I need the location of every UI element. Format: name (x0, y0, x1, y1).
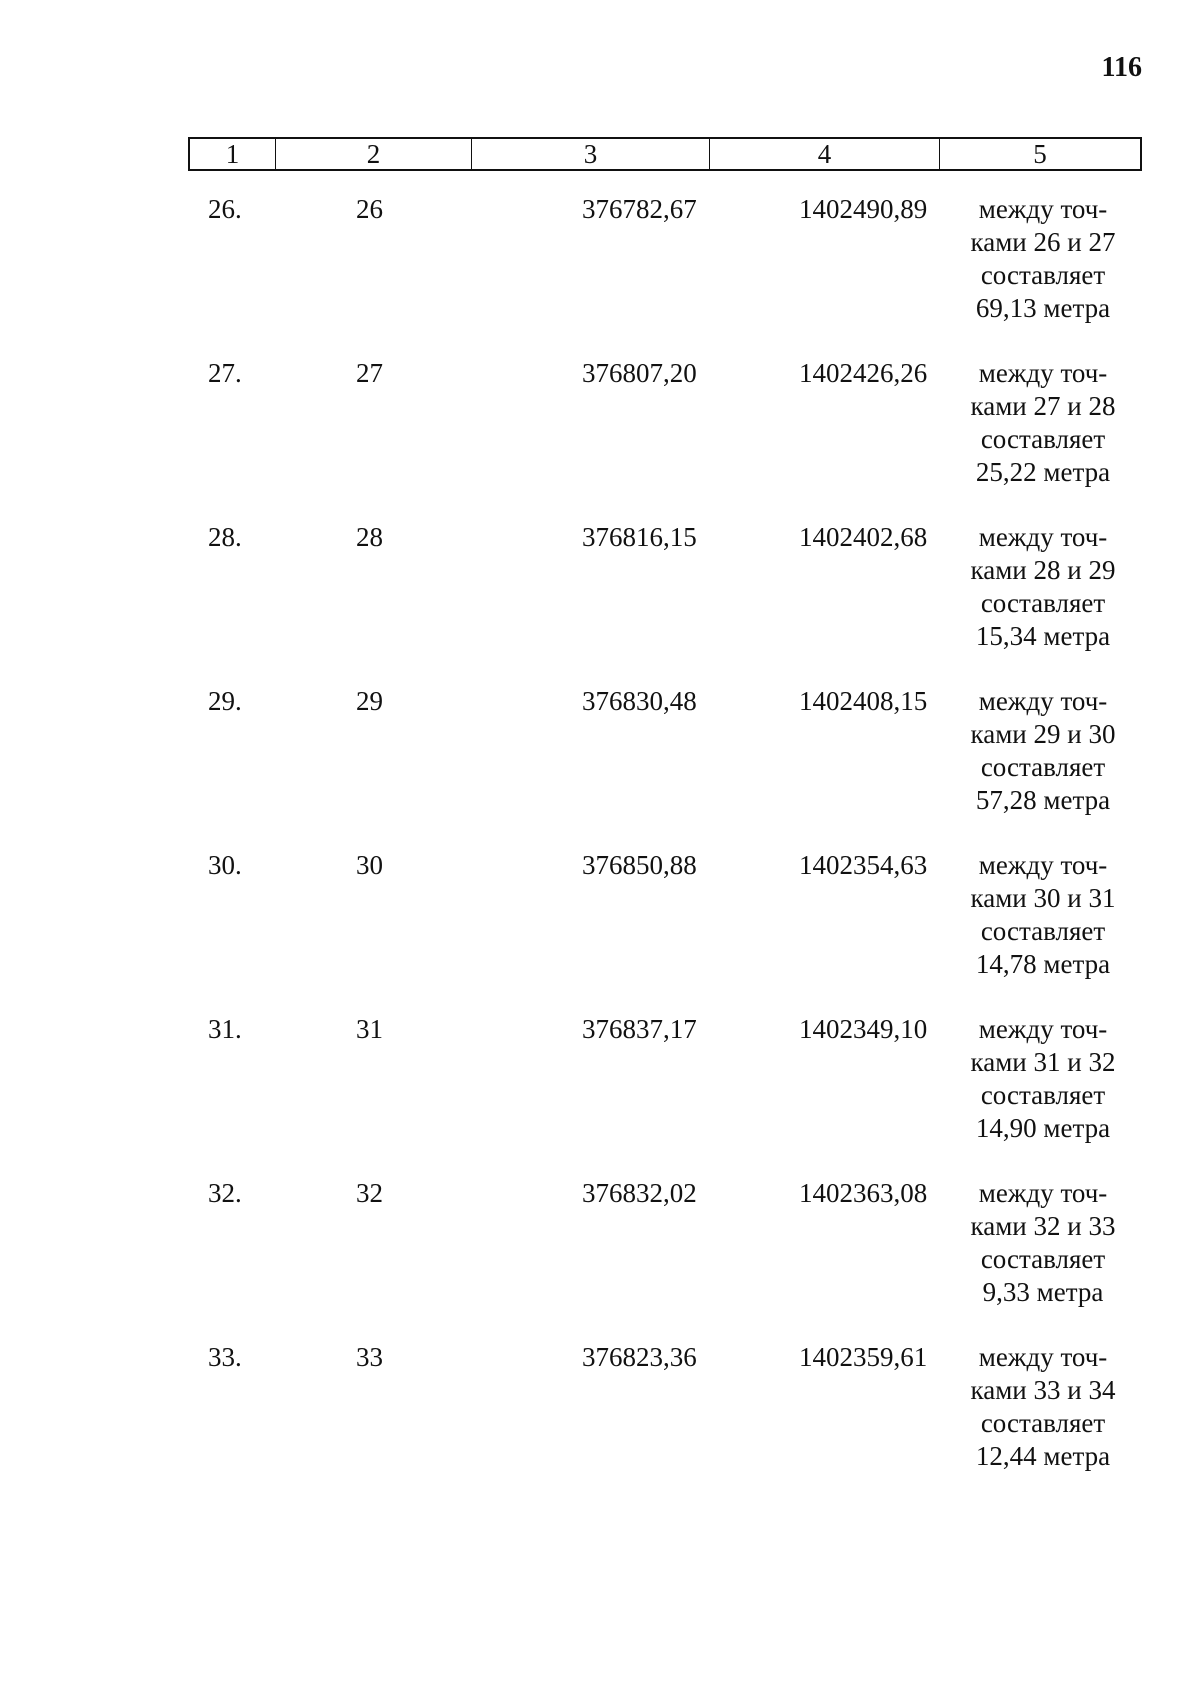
coordinate-x: 376807,20 (582, 358, 697, 388)
coordinate-x: 376832,02 (582, 1178, 697, 1208)
coordinate-x: 376830,48 (582, 686, 697, 716)
point-number: 30 (356, 850, 383, 880)
table-row (188, 849, 1142, 1013)
description-line: 15,34 метра (975, 621, 1111, 651)
table-row (188, 521, 1142, 685)
description-line: ками 26 и 27 (970, 227, 1116, 257)
table-row (188, 1341, 1142, 1505)
description-line: составляет (980, 588, 1106, 618)
description-line: составляет (980, 424, 1106, 454)
distance-description (944, 1177, 1142, 1309)
coordinate-y: 1402359,61 (799, 1342, 928, 1372)
distance-description (944, 849, 1142, 981)
point-number: 26 (356, 194, 383, 224)
row-number: 32. (208, 1178, 242, 1208)
description-line: составляет (980, 1080, 1106, 1110)
coordinate-y: 1402426,26 (799, 358, 928, 388)
description-line: составляет (980, 1408, 1106, 1438)
table-body (188, 193, 1142, 1505)
description-line: между точ- (978, 686, 1108, 716)
row-number: 28. (208, 522, 242, 552)
distance-description (944, 521, 1142, 653)
description-line: 12,44 метра (975, 1441, 1111, 1471)
description-line: 57,28 метра (975, 785, 1111, 815)
point-number: 32 (356, 1178, 383, 1208)
description-line: составляет (980, 260, 1106, 290)
description-line: ками 32 и 33 (970, 1211, 1116, 1241)
coordinate-y: 1402354,63 (799, 850, 928, 880)
description-line: 9,33 метра (982, 1277, 1104, 1307)
description-line: 14,90 метра (975, 1113, 1111, 1143)
coordinate-y: 1402490,89 (799, 194, 928, 224)
coordinate-y: 1402363,08 (799, 1178, 928, 1208)
coordinate-x: 376823,36 (582, 1342, 697, 1372)
point-number: 27 (356, 358, 383, 388)
table-row (188, 1177, 1142, 1341)
description-line: 25,22 метра (975, 457, 1111, 487)
description-line: ками 27 и 28 (970, 391, 1116, 421)
description-line: ками 33 и 34 (970, 1375, 1116, 1405)
coordinate-x: 376850,88 (582, 850, 697, 880)
coordinate-x: 376816,15 (582, 522, 697, 552)
description-line: между точ- (978, 1014, 1108, 1044)
description-line: 69,13 метра (975, 293, 1111, 323)
coordinate-y: 1402402,68 (799, 522, 928, 552)
row-number: 29. (208, 686, 242, 716)
distance-description (944, 1341, 1142, 1473)
header-cell-4: 4 (710, 139, 940, 169)
distance-description (944, 193, 1142, 325)
row-number: 31. (208, 1014, 242, 1044)
description-line: между точ- (978, 1178, 1108, 1208)
description-line: составляет (980, 1244, 1106, 1274)
row-number: 27. (208, 358, 242, 388)
coordinate-y: 1402349,10 (799, 1014, 928, 1044)
coordinate-y: 1402408,15 (799, 686, 928, 716)
row-number: 33. (208, 1342, 242, 1372)
point-number: 28 (356, 522, 383, 552)
description-line: 14,78 метра (975, 949, 1111, 979)
point-number: 33 (356, 1342, 383, 1372)
table-row (188, 357, 1142, 521)
description-line: ками 28 и 29 (970, 555, 1116, 585)
description-line: между точ- (978, 194, 1108, 224)
description-line: между точ- (978, 850, 1108, 880)
point-number: 29 (356, 686, 383, 716)
distance-description (944, 685, 1142, 817)
description-line: ками 31 и 32 (970, 1047, 1116, 1077)
distance-description (944, 1013, 1142, 1145)
row-number: 26. (208, 194, 242, 224)
description-line: составляет (980, 752, 1106, 782)
page-number: 116 (1101, 52, 1142, 83)
description-line: между точ- (978, 358, 1108, 388)
description-line: ками 30 и 31 (970, 883, 1116, 913)
point-number: 31 (356, 1014, 383, 1044)
table-row (188, 193, 1142, 357)
row-number: 30. (208, 850, 242, 880)
table-header (188, 137, 1142, 171)
distance-description (944, 357, 1142, 489)
header-cell-1: 1 (190, 139, 276, 169)
header-cell-5: 5 (1033, 139, 1047, 169)
description-line: ками 29 и 30 (970, 719, 1116, 749)
description-line: составляет (980, 916, 1106, 946)
header-cell-3: 3 (472, 139, 710, 169)
table-row (188, 685, 1142, 849)
coordinate-x: 376782,67 (582, 194, 697, 224)
description-line: между точ- (978, 1342, 1108, 1372)
table-row (188, 1013, 1142, 1177)
header-cell-2: 2 (276, 139, 472, 169)
description-line: между точ- (978, 522, 1108, 552)
coordinate-x: 376837,17 (582, 1014, 697, 1044)
